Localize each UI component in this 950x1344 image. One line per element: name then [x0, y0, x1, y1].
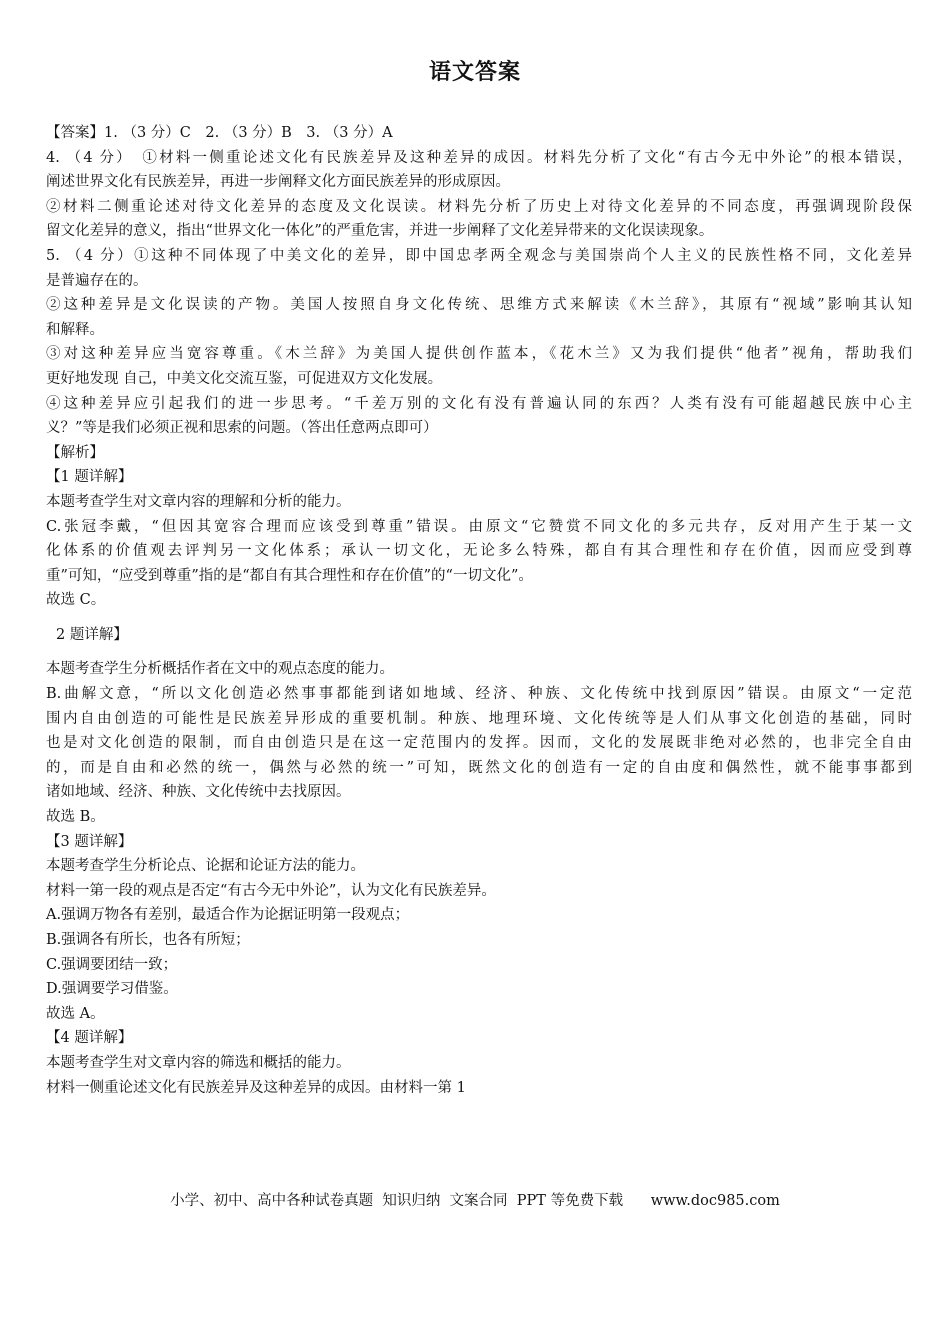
text-line: 围内自由创造的可能性是民族差异形成的重要机制。种族、地理环境、文化传统等是人们从事文化创造的基础，同时 — [46, 710, 912, 727]
text-line: 的，而是自由和必然的统一，偶然与必然的统一”可知，既然文化的创造有一定的自由度和偶然性，就不能事事都到 — [46, 759, 912, 776]
text-line: C.张冠李戴，“但因其宽容合理而应该受到尊重”错误。由原文“它赞赏不同文化的多元共存，反对用产生于某一文 — [46, 518, 912, 535]
section-heading: 【4 题详解】 — [46, 1030, 133, 1047]
text-line: 阐述世界文化有民族差异，再进一步阐释文化方面民族差异的形成原因。 — [46, 174, 510, 191]
text-line: 4. （4 分） ①材料一侧重论述文化有民族差异及这种差异的成因。材料先分析了文化“有古今无中外论”的根本错误， — [46, 149, 912, 166]
text-line: 故选 C。 — [46, 592, 106, 609]
text-line: 也是对文化创造的限制，而自由创造只是在这一定范围内的发挥。因而，文化的发展既非绝对必然的，也非完全自由 — [46, 735, 912, 752]
text-line: 更好地发现 自己，中美文化交流互鉴，可促进双方文化发展。 — [46, 370, 443, 387]
text-line: 本题考查学生分析概括作者在文中的观点态度的能力。 — [46, 661, 394, 678]
text-line: 留文化差异的意义，指出“世界文化一体化”的严重危害，并进一步阐释了文化差异带来的文化误读现象。 — [46, 223, 714, 240]
text-line: 5. （4 分）①这种不同体现了中美文化的差异，即中国忠孝两全观念与美国崇尚个人主义的民族性格不同，文化差异 — [46, 247, 912, 264]
text-line: 本题考查学生对文章内容的理解和分析的能力。 — [46, 493, 351, 510]
text-line: 故选 B。 — [46, 809, 105, 826]
text-line: 化体系的价值观去评判另一文化体系；承认一切文化，无论多么特殊，都自有其合理性和存在价值，因而应受到尊 — [46, 543, 912, 560]
text-line: 义？”等是我们必须正视和思索的问题。（答出任意两点即可） — [46, 420, 438, 437]
text-line: 和解释。 — [46, 321, 104, 338]
section-heading: 【3 题详解】 — [46, 833, 133, 850]
text-line: 是普遍存在的。 — [46, 272, 148, 289]
text-line: B.曲解文意，“所以文化创造必然事事都能到诸如地域、经济、种族、文化传统中找到原因”错误。由原文“一定范 — [46, 686, 912, 703]
text-line: C.强调要团结一致； — [46, 956, 178, 973]
page-title: 语文答案 — [428, 60, 521, 85]
text-line: D.强调要学习借鉴。 — [46, 981, 178, 998]
text-line: A.强调万物各有差别，最适合作为论据证明第一段观点； — [46, 907, 410, 924]
section-heading: 【1 题详解】 — [46, 469, 133, 486]
text-line: 重”可知，“应受到尊重”指的是“都自有其合理性和存在价值”的“一切文化”。 — [46, 567, 533, 584]
section-heading: 2 题详解】 — [56, 626, 128, 643]
text-line: ②材料二侧重论述对待文化差异的态度及文化误读。材料先分析了历史上对待文化差异的不同态度，再强调现阶段保 — [46, 198, 912, 215]
text-line: 故选 A。 — [46, 1005, 105, 1022]
text-line: ③对这种差异应当宽容尊重。《木兰辞》为美国人提供创作蓝本，《花木兰》又为我们提供“他者”视角，帮助我们 — [46, 346, 912, 363]
text-line: B.强调各有所长，也各有所短； — [46, 932, 250, 948]
page-footer: 小学、初中、高中各种试卷真题 知识归纳 文案合同 PPT 等免费下载 www.doc985.com — [170, 1193, 780, 1209]
section-heading: 【解析】 — [46, 444, 104, 461]
text-line: ④这种差异应引起我们的进一步思考。“千差万别的文化有没有普遍认同的东西？人类有没有可能超越民族中心主 — [46, 395, 912, 412]
text-line: 本题考查学生分析论点、论据和论证方法的能力。 — [46, 858, 365, 875]
text-line: 诸如地域、经济、种族、文化传统中去找原因。 — [46, 784, 351, 801]
text-line: ②这种差异是文化误读的产物。美国人按照自身文化传统、思维方式来解读《木兰辞》，其原有“视域”影响其认知 — [46, 297, 912, 314]
text-line: 本题考查学生对文章内容的筛选和概括的能力。 — [46, 1054, 351, 1071]
text-line: 材料一侧重论述文化有民族差异及这种差异的成因。由材料一第 1 — [46, 1079, 466, 1096]
answer-body — [46, 121, 912, 1100]
text-line: 材料一第一段的观点是否定“有古今无中外论”，认为文化有民族差异。 — [46, 882, 496, 899]
text-line: 【答案】1. （3 分）C 2. （3 分）B 3. （3 分）A — [46, 125, 393, 141]
